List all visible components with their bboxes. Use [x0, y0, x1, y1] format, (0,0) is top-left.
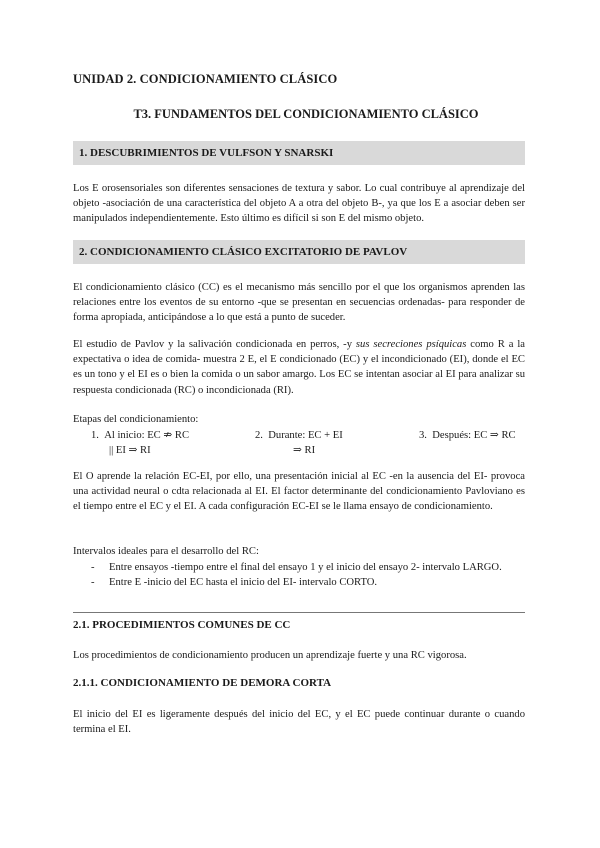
section-2-paragraph-3: El O aprende la relación EC-EI, por ello, una presentación inicial al EC -en la ausencia del EI- provoca una actividad neural o cdta relacionada al EI. El factor determinante del condicionamiento Pavloviano es el tiempo entre el EC y el EI. A cada configuración EC-EI se le llama ensayo de condicionamiento. — [73, 471, 525, 513]
stage-number: 1. — [91, 430, 99, 441]
intervals-label: Intervalos ideales para el desarrollo del RC: — [73, 546, 259, 557]
section-2-paragraph-2 — [73, 337, 525, 398]
stage-text: Al inicio: EC ⇏ RC — [104, 430, 190, 441]
section-heading-1: 1. DESCUBRIMIENTOS DE VULFSON Y SNARSKI — [73, 141, 525, 165]
para2-italic-text: sus secreciones psíquicas — [355, 339, 467, 350]
list-item-text: Entre E -inicio del EC hasta el inicio del EI- intervalo CORTO. — [109, 577, 378, 589]
section-heading-2: 2. CONDICIONAMIENTO CLÁSICO EXCITATORIO DE PAVLOV — [73, 240, 525, 264]
section-2-paragraph-1: El condicionamiento clásico (CC) es el mecanismo más sencillo por el que los organismos aprenden las relaciones entre los eventos de su entorno -que se presentan en secuencias ordenadas- para responder de forma apropiada, anticipándose a lo que está a punto de suceder. — [73, 282, 525, 324]
stage-item-2 — [255, 428, 343, 458]
para2-text-end: como R a la expectativa o idea de comida- muestra 2 E, el E condicionado (EC) y el incondicionado (EI), donde el EC es un tono y el EI es o bien la comida o un sabor amargo. Los EC se intentan asociar al EI para analizar su respuesta condicionada (RC) o incondicionada (RI). — [73, 339, 526, 396]
stages-list — [73, 428, 525, 460]
stage-text-line2: || EI ⇒ RI — [109, 445, 151, 457]
section-2-1-1-paragraph: El inicio del EI es ligeramente después del inicio del EC, y el EC puede continuar durante o cuando termina el EI. — [73, 709, 525, 736]
stage-text: Después: EC ⇒ RC — [432, 430, 516, 441]
section-divider — [73, 612, 525, 613]
intervals-list — [73, 560, 525, 590]
section-2-1-paragraph: Los procedimientos de condicionamiento producen un aprendizaje fuerte y una RC vigorosa. — [73, 650, 467, 661]
stage-text-line2: ⇒ RI — [293, 445, 316, 457]
bullet-dash-icon: - — [91, 562, 95, 573]
stage-item-1 — [91, 428, 189, 458]
section-heading-2-1: 2.1. PROCEDIMIENTOS COMUNES DE CC — [73, 619, 291, 631]
section-heading-2-1-1: 2.1.1. CONDICIONAMIENTO DE DEMORA CORTA — [73, 677, 332, 689]
para2-text-start: El estudio de Pavlov y la salivación condicionada en perros, -y — [73, 339, 356, 350]
list-item-text: Entre ensayos -tiempo entre el final del ensayo 1 y el inicio del ensayo 2- intervalo LARGO. — [109, 562, 502, 573]
stage-item-3 — [419, 428, 516, 443]
section-1-paragraph: Los E orosensoriales son diferentes sensaciones de textura y sabor. Lo cual contribuye al aprendizaje del objeto -asociación de una característica del objeto A a otra del objeto B-, ya que los E a asociar deben ser manipulados independientemente. Esto último es difícil si son E del mismo objeto. — [73, 183, 525, 225]
list-item — [73, 575, 525, 590]
stage-text: Durante: EC + EI — [268, 430, 343, 441]
topic-title: T3. FUNDAMENTOS DEL CONDICIONAMIENTO CLÁSICO — [133, 107, 479, 121]
stage-number: 3. — [419, 430, 427, 441]
list-item — [73, 560, 525, 575]
bullet-dash-icon: - — [91, 577, 95, 589]
stage-number: 2. — [255, 430, 263, 441]
unit-title: UNIDAD 2. CONDICIONAMIENTO CLÁSICO — [73, 72, 338, 86]
stages-label: Etapas del condicionamiento: — [73, 414, 199, 425]
